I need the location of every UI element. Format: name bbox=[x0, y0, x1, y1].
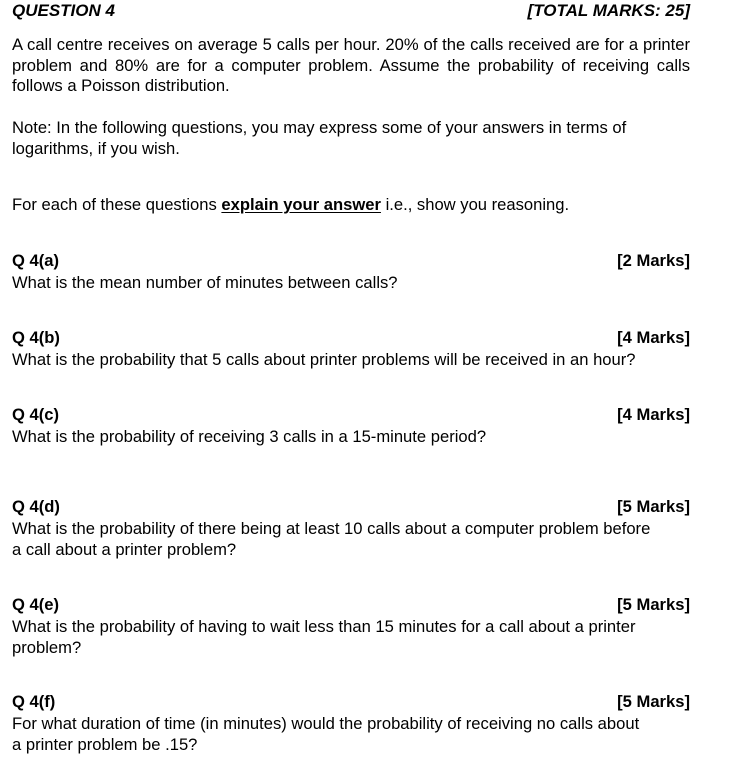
question-id: Q 4(f) bbox=[12, 692, 56, 711]
question-header-row bbox=[12, 497, 690, 518]
question-text: What is the probability that 5 calls about printer problems will be received in an hour? bbox=[12, 350, 636, 369]
question-title: QUESTION 4 bbox=[12, 1, 115, 20]
question-header-row bbox=[12, 251, 690, 272]
question-text: For what duration of time (in minutes) would the probability of receiving no calls about a printer problem be .15? bbox=[12, 714, 640, 754]
question-id: Q 4(e) bbox=[12, 595, 60, 614]
instruction-after: i.e., show you reasoning. bbox=[380, 195, 570, 214]
instruction-emphasis: explain your answer bbox=[221, 195, 381, 214]
total-marks: [TOTAL MARKS: 25] bbox=[527, 1, 690, 20]
question-4a bbox=[12, 251, 690, 293]
question-marks: [5 Marks] bbox=[617, 497, 690, 516]
question-text: What is the probability of having to wait less than 15 minutes for a call about a printer problem? bbox=[12, 617, 636, 657]
question-4d bbox=[12, 497, 690, 560]
question-id: Q 4(b) bbox=[12, 328, 60, 347]
question-text: What is the mean number of minutes between calls? bbox=[12, 273, 398, 292]
question-4e bbox=[12, 595, 690, 658]
question-header bbox=[12, 1, 690, 23]
question-header-row bbox=[12, 595, 690, 616]
question-header-row bbox=[12, 692, 690, 713]
question-4c bbox=[12, 405, 690, 447]
instruction-before: For each of these questions bbox=[12, 195, 222, 214]
question-header-row bbox=[12, 328, 690, 349]
question-4f bbox=[12, 692, 690, 755]
question-4b bbox=[12, 328, 690, 370]
question-text: What is the probability of there being at least 10 calls about a computer problem before a call about a printer problem? bbox=[12, 519, 651, 559]
question-id: Q 4(c) bbox=[12, 405, 60, 424]
question-marks: [5 Marks] bbox=[617, 692, 690, 711]
question-text: What is the probability of receiving 3 calls in a 15-minute period? bbox=[12, 427, 487, 446]
instruction-paragraph bbox=[12, 195, 690, 216]
note-paragraph: Note: In the following questions, you may express some of your answers in terms of logarithms, if you wish. bbox=[12, 118, 627, 158]
question-id: Q 4(d) bbox=[12, 497, 60, 516]
question-id: Q 4(a) bbox=[12, 251, 60, 270]
question-marks: [2 Marks] bbox=[617, 251, 690, 270]
intro-paragraph: A call centre receives on average 5 calls per hour. 20% of the calls received are for a printer problem and 80% are for a computer problem. Assume the probability of receiving calls follows a Poisson distribution. bbox=[12, 35, 690, 95]
question-marks: [4 Marks] bbox=[617, 328, 690, 347]
question-marks: [5 Marks] bbox=[617, 595, 690, 614]
question-marks: [4 Marks] bbox=[617, 405, 690, 424]
question-header-row bbox=[12, 405, 690, 426]
